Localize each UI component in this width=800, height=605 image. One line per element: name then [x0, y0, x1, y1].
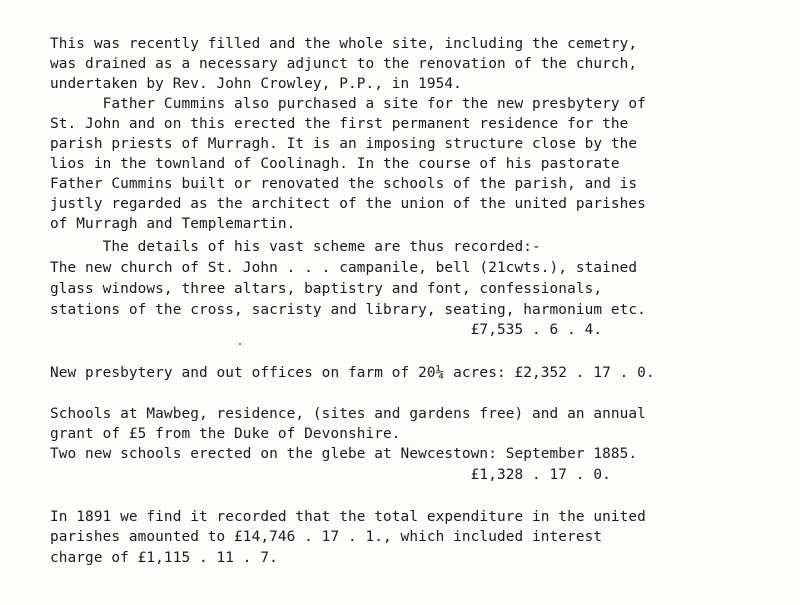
text-line: charge of £1,115 . 11 . 7.: [50, 550, 278, 566]
text-line: was drained as a necessary adjunct to the renovation of the church,: [50, 56, 638, 72]
text-line: Two new schools erected on the glebe at Newcestown: September 1885.: [50, 446, 638, 462]
text-line: lios in the townland of Coolinagh. In the course of his pastorate: [50, 156, 620, 172]
text-line: stations of the cross, sacristy and library, seating, harmonium etc.: [50, 302, 646, 318]
text-line: parishes amounted to £14,746 . 17 . 1., which included interest: [50, 529, 603, 545]
text-line: of Murragh and Templemartin.: [50, 216, 296, 232]
amount-line: £7,535 . 6 . 4.: [50, 322, 603, 338]
text-line: St. John and on this erected the first permanent residence for the: [50, 116, 629, 132]
text-line: grant of £5 from the Duke of Devonshire.: [50, 426, 401, 442]
text-line: parish priests of Murragh. It is an imposing structure close by the: [50, 136, 638, 152]
paper-speck: [239, 343, 241, 345]
text-line: The details of his vast scheme are thus recorded:-: [50, 239, 541, 255]
text-line: Father Cummins built or renovated the schools of the parish, and is: [50, 176, 638, 192]
text-line: The new church of St. John . . . campanile, bell (21cwts.), stained: [50, 260, 638, 276]
amount-line: £1,328 . 17 . 0.: [50, 467, 611, 483]
text-line: justly regarded as the architect of the union of the united parishes: [50, 196, 646, 212]
text-line: Father Cummins also purchased a site for the new presbytery of: [50, 96, 646, 112]
text-line: Schools at Mawbeg, residence, (sites and gardens free) and an annual: [50, 406, 646, 422]
text-line: This was recently filled and the whole site, including the cemetry,: [50, 36, 638, 52]
text-line: In 1891 we find it recorded that the total expenditure in the united: [50, 509, 646, 525]
text-line: undertaken by Rev. John Crowley, P.P., in 1954.: [50, 76, 462, 92]
text-line: New presbytery and out offices on farm of 20¼ acres: £2,352 . 17 . 0.: [50, 365, 655, 381]
text-line: glass windows, three altars, baptistry and font, confessionals,: [50, 281, 603, 297]
